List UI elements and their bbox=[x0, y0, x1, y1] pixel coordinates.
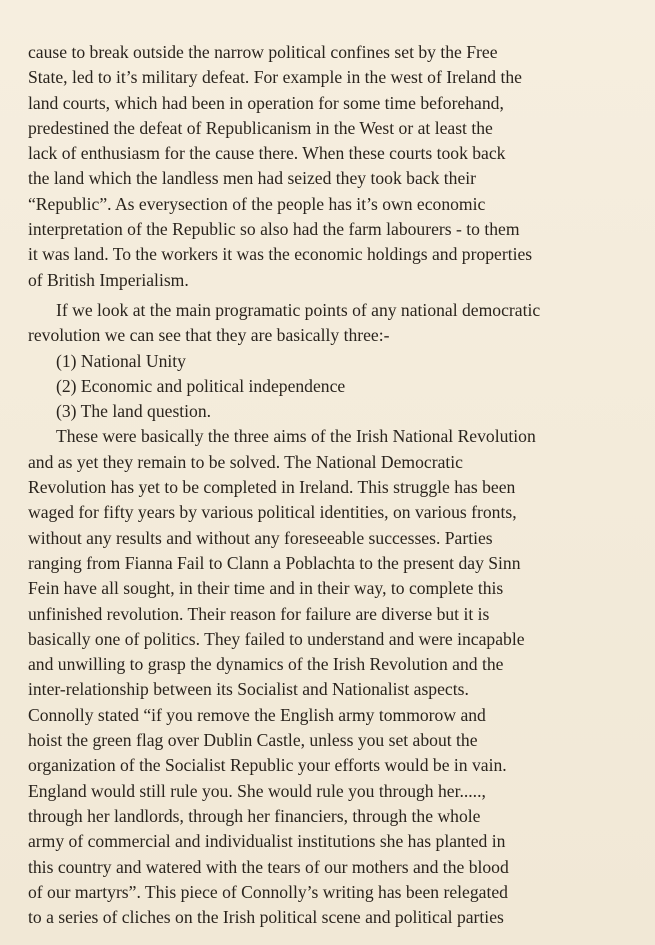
text-line: organization of the Socialist Republic your efforts would be in vain. bbox=[28, 755, 507, 776]
text-line: ranging from Fianna Fail to Clann a Poblachta to the present day Sinn bbox=[28, 552, 521, 573]
text-line: and unwilling to grasp the dynamics of the Irish Revolution and the bbox=[28, 654, 504, 675]
text-line: land courts, which had been in operation for some time beforehand, bbox=[28, 92, 504, 113]
text-line: through her landlords, through her financiers, through the whole bbox=[28, 805, 481, 826]
list-item: (2) Economic and political independence bbox=[56, 375, 346, 396]
text-line: to a series of cliches on the Irish political scene and political parties bbox=[28, 907, 504, 928]
paragraph-3 bbox=[28, 424, 648, 930]
text-line: waged for fifty years by various political identities, on various fronts, bbox=[28, 502, 517, 523]
text-line: Connolly stated “if you remove the English army tommorow and bbox=[28, 704, 486, 725]
text-line: of British Imperialism. bbox=[28, 269, 189, 290]
text-line: interpretation of the Republic so also had the farm labourers - to them bbox=[28, 219, 520, 240]
text-line: cause to break outside the narrow political confines set by the Free bbox=[28, 42, 498, 62]
text-line: “Republic”. As everysection of the people has it’s own economic bbox=[28, 193, 486, 214]
text-line: hoist the green flag over Dublin Castle, unless you set about the bbox=[28, 730, 478, 751]
text-line: State, led to it’s military defeat. For example in the west of Ireland the bbox=[28, 67, 522, 88]
list-item: (1) National Unity bbox=[56, 350, 186, 371]
text-line: this country and watered with the tears of our mothers and the blood bbox=[28, 856, 509, 877]
text-line: lack of enthusiasm for the cause there. When these courts took back bbox=[28, 143, 506, 164]
text-line: Fein have all sought, in their time and in their way, to complete this bbox=[28, 578, 504, 599]
text-line: predestined the defeat of Republicanism in the West or at least the bbox=[28, 117, 493, 138]
body-text bbox=[28, 40, 648, 930]
text-line: unfinished revolution. Their reason for failure are diverse but it is bbox=[28, 603, 490, 624]
text-line: and as yet they remain to be solved. The National Democratic bbox=[28, 451, 463, 472]
list-item: (3) The land question. bbox=[56, 401, 212, 422]
text-line: army of commercial and individualist institutions she has planted in bbox=[28, 831, 506, 852]
text-line: These were basically the three aims of the Irish National Revolution bbox=[56, 426, 536, 447]
paragraph-2 bbox=[28, 298, 648, 349]
text-line: without any results and without any foreseeable successes. Parties bbox=[28, 527, 493, 548]
text-line: Revolution has yet to be completed in Ireland. This struggle has been bbox=[28, 477, 516, 498]
text-line: revolution we can see that they are basically three:- bbox=[28, 325, 390, 346]
text-line: of our martyrs”. This piece of Connolly’s writing has been relegated bbox=[28, 881, 508, 902]
programmatic-points-list bbox=[28, 349, 648, 425]
text-line: the land which the landless men had seized they took back their bbox=[28, 168, 477, 189]
text-line: inter-relationship between its Socialist and Nationalist aspects. bbox=[28, 679, 469, 700]
text-line: it was land. To the workers it was the economic holdings and properties bbox=[28, 244, 533, 265]
text-line: If we look at the main programatic points of any national democratic bbox=[56, 299, 541, 320]
text-line: basically one of politics. They failed to understand and were incapable bbox=[28, 628, 525, 649]
text-line: England would still rule you. She would rule you through her....., bbox=[28, 780, 486, 801]
paragraph-1 bbox=[28, 40, 648, 293]
